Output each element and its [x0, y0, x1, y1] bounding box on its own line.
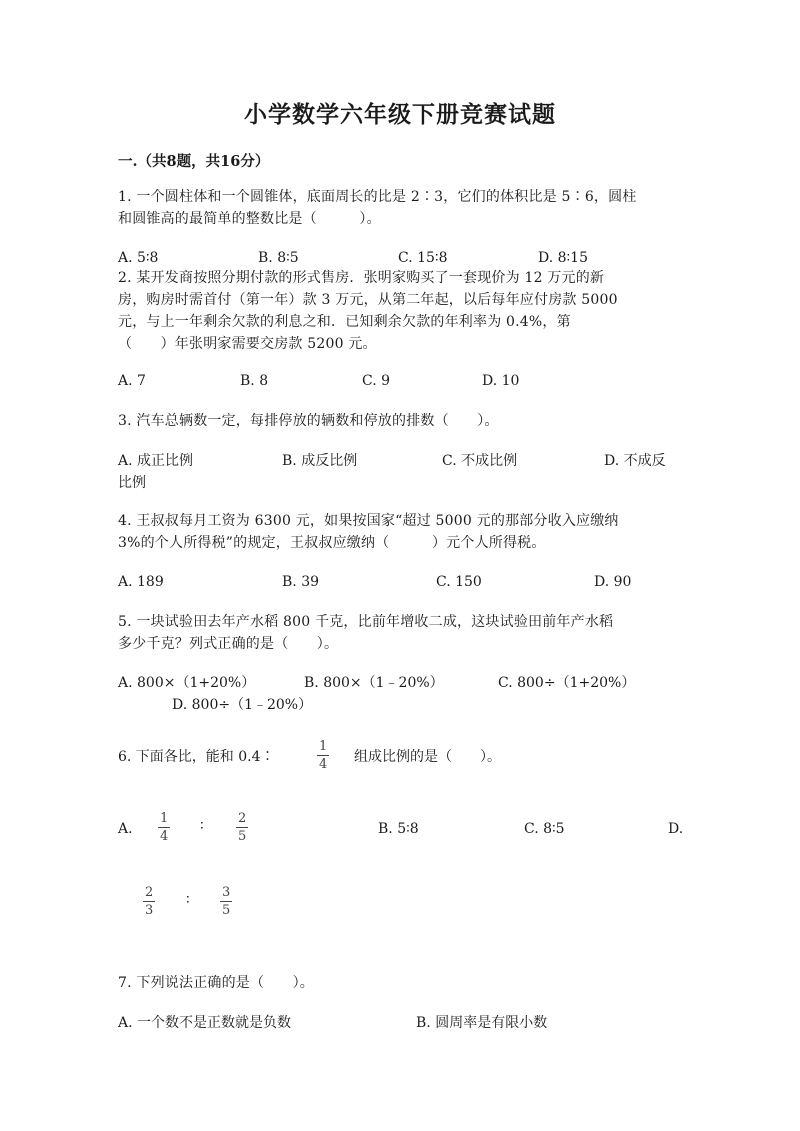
fraction-denominator: 5 [238, 829, 247, 844]
fraction-numerator: 2 [238, 811, 247, 826]
question-2-line-4: （ ）年张明家需要交房款 5200 元。 [118, 336, 377, 352]
fraction-denominator: 3 [145, 903, 154, 918]
question-4-line-2: 3%的个人所得税”的规定，王叔叔应缴纳（ ）元个人所得税。 [118, 535, 546, 551]
question-3 [118, 410, 686, 432]
section-heading: 一.（共8题，共16分） [118, 153, 270, 170]
fraction-numerator: 1 [160, 811, 169, 826]
fraction-bar [317, 755, 329, 756]
q5-option-a: A. 800×（1+20%） [118, 675, 256, 691]
q3-option-d-wrap: 比例 [118, 475, 146, 491]
question-4 [118, 510, 686, 554]
question-5-line-2: 多少千克？列式正确的是（ ）。 [118, 636, 339, 652]
question-4-line-1: 4. 王叔叔每月工资为 6300 元，如果按国家“超过 5000 元的那部分收入应缴纳 [118, 513, 619, 529]
q5-option-b: B. 800×（1﹣20%） [304, 675, 444, 691]
q5-option-c: C. 800÷（1+20%） [498, 675, 636, 691]
q6-option-c: C. 8∶5 [524, 821, 565, 837]
q4-option-d: D. 90 [594, 574, 632, 590]
q2-option-c: C. 9 [362, 373, 391, 389]
question-3-line-1: 3. 汽车总辆数一定，每排停放的辆数和停放的排数（ ）。 [118, 413, 499, 429]
question-2-line-3: 元，与上一年剩余欠款的利息之和．已知剩余欠款的年利率为 0.4%，第 [118, 314, 571, 330]
q6-option-d-fraction-1 [143, 885, 155, 918]
question-7 [118, 972, 686, 994]
q6-option-d-colon: ∶ [186, 892, 190, 908]
question-6-stem-b: 组成比例的是（ ）。 [354, 749, 501, 765]
q5-option-d: D. 800÷（1﹣20%） [172, 697, 313, 713]
q1-option-b: B. 8∶5 [258, 250, 299, 266]
fraction-denominator: 5 [222, 903, 231, 918]
q3-option-d: D. 不成反 [604, 453, 666, 469]
q6-option-d-label: D. [668, 821, 684, 837]
question-1 [118, 186, 686, 230]
q3-option-a: A. 成正比例 [118, 453, 194, 469]
q6-stem-fraction [317, 739, 329, 772]
fraction-bar [158, 827, 170, 828]
q4-option-c: C. 150 [436, 574, 482, 590]
fraction-numerator: 3 [222, 885, 231, 900]
question-6-stem-a: 6. 下面各比，能和 0.4∶ [118, 749, 275, 765]
q1-option-a: A. 5∶8 [118, 250, 159, 266]
q1-option-c: C. 15∶8 [398, 250, 448, 266]
q4-option-a: A. 189 [118, 574, 164, 590]
q6-option-d-fraction-2 [220, 885, 232, 918]
q6-option-a-fraction-2 [236, 811, 248, 844]
page-title: 小学数学六年级下册竞赛试题 [244, 101, 556, 128]
q2-option-d: D. 10 [482, 373, 520, 389]
question-2-line-1: 2. 某开发商按照分期付款的形式售房．张明家购买了一套现价为 12 万元的新 [118, 270, 605, 286]
q1-option-d: D. 8∶15 [538, 250, 588, 266]
fraction-denominator: 4 [160, 829, 169, 844]
q3-option-b: B. 成反比例 [282, 453, 358, 469]
fraction-denominator: 4 [319, 757, 328, 772]
q4-option-b: B. 39 [282, 574, 320, 590]
question-1-line-1: 1. 一个圆柱体和一个圆锥体，底面周长的比是 2∶3，它们的体积比是 5∶6，圆柱 [118, 189, 637, 205]
question-7-line-1: 7. 下列说法正确的是（ ）。 [118, 975, 315, 991]
q7-option-a: A. 一个数不是正数就是负数 [118, 1015, 292, 1031]
q2-option-b: B. 8 [240, 373, 269, 389]
question-5 [118, 611, 686, 655]
q7-option-b: B. 圆周率是有限小数 [416, 1015, 548, 1031]
question-2 [118, 267, 686, 355]
question-1-line-2: 和圆锥高的最简单的整数比是（ ）。 [118, 211, 381, 227]
q6-option-a-colon: ∶ [200, 818, 204, 834]
q2-option-a: A. 7 [118, 373, 146, 389]
q6-option-b: B. 5∶8 [378, 821, 419, 837]
fraction-bar [236, 827, 248, 828]
q3-option-c: C. 不成比例 [442, 453, 518, 469]
fraction-numerator: 1 [319, 739, 328, 754]
q6-option-a-fraction-1 [158, 811, 170, 844]
q6-option-a-label: A. [118, 821, 133, 837]
fraction-bar [220, 901, 232, 902]
fraction-bar [143, 901, 155, 902]
fraction-numerator: 2 [145, 885, 154, 900]
question-5-line-1: 5. 一块试验田去年产水稻 800 千克，比前年增收二成，这块试验田前年产水稻 [118, 614, 614, 630]
question-2-line-2: 房，购房时需首付（第一年）款 3 万元，从第二年起，以后每年应付房款 5000 [118, 292, 618, 308]
